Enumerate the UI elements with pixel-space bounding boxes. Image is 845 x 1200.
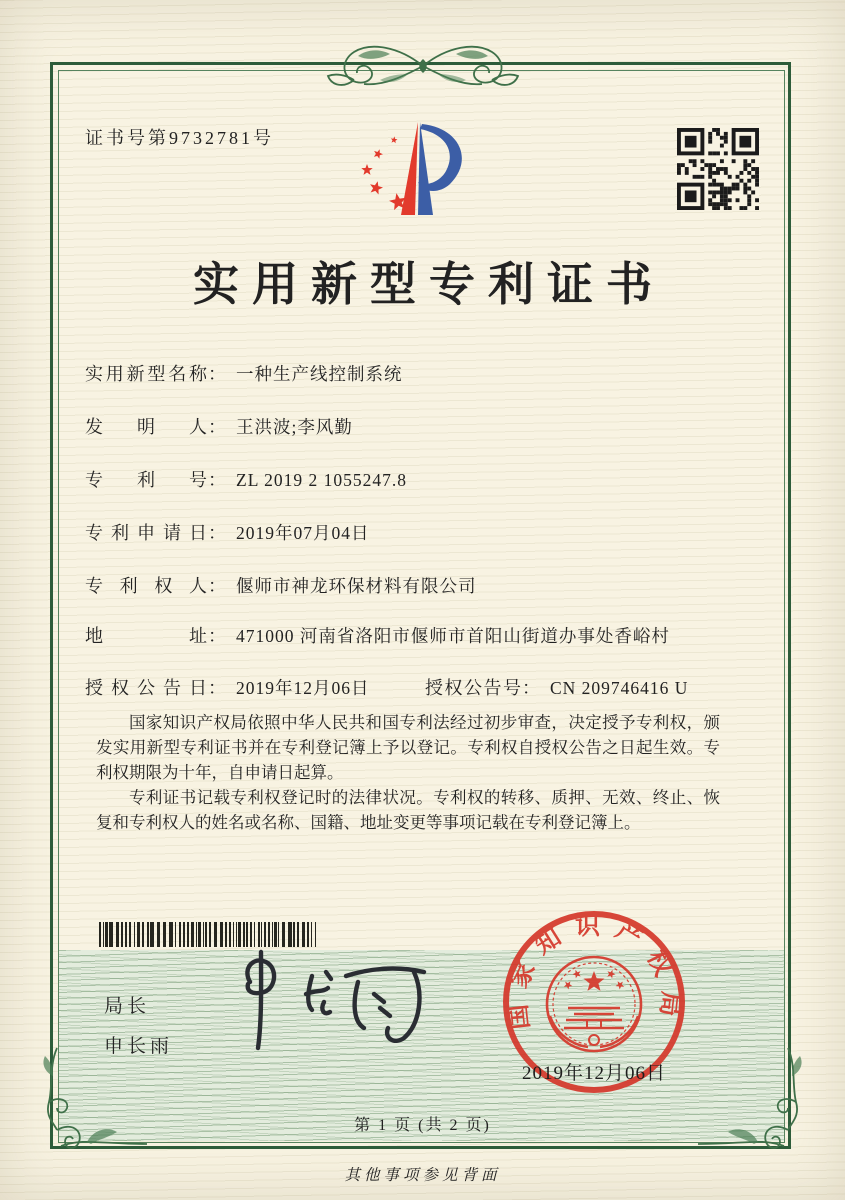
logo-cone-right [418,122,433,215]
top-flourish-ornament [258,40,588,92]
colon: ： [208,417,226,437]
barcode-bar [209,922,211,947]
field-value: 一种生产线控制系统 [236,364,403,384]
field-label: 地址 [85,626,207,646]
field-value: 2019年07月04日 [236,523,370,543]
barcode-bar [116,922,119,947]
colon: ： [208,364,226,384]
barcode-bar [109,922,113,947]
field-label: 专利申请日 [85,523,207,543]
barcode-bar [179,922,181,947]
page-number: 第 1 页 (共 2 页) [354,1117,491,1134]
barcode-bar [183,922,185,947]
bottom-right-flourish-ornament [695,1046,810,1166]
barcode-bar [205,922,207,947]
barcode-bar [121,922,123,947]
field-row-grant [85,674,765,700]
field-value: 王洪波;李风勤 [236,417,353,437]
barcode-bar [175,922,176,947]
barcode-bar [169,922,173,947]
barcode-bar [125,922,127,947]
colon: ： [208,470,226,490]
barcode-bar [191,922,194,947]
barcode-bar [187,922,189,947]
seal-date: 2019年12月06日 [521,1063,666,1084]
field-value: CN 209746416 U [550,678,689,698]
field-label: 授权公告日 [85,678,207,698]
certificate-number: 证书号第9732781号 [85,128,274,148]
signer-block [104,987,173,1067]
cnipa-logo-icon [352,118,476,222]
barcode-bar [198,922,201,947]
field-row-address [85,622,765,648]
barcode-bar [214,922,217,947]
back-side-note: 其他事项参见背面 [344,1167,501,1184]
field-row-patent-number [85,466,765,492]
barcode-bar [203,922,204,947]
legal-text-block [96,710,720,835]
field-label: 发明人 [85,417,207,437]
seal-ring-text: 国家知识产权局 [503,913,685,1031]
field-label: 专利权人 [85,576,207,596]
field-value: 偃师市神龙环保材料有限公司 [236,576,477,596]
logo-cone-left [401,122,418,215]
colon: ： [208,626,226,646]
barcode-bar [163,922,166,947]
field-label: 授权公告号 [425,678,521,698]
field-row-utility-model-name [85,360,765,386]
colon: ： [208,576,226,596]
barcode-bar [103,922,104,947]
barcode-bar [225,922,227,947]
grant-number-group [425,674,688,700]
barcode-bar [157,922,160,947]
barcode-bar [99,922,101,947]
flourish-center-leaf [419,59,427,73]
qr-code-icon [677,128,759,210]
commissioner-title: 局长 [104,996,151,1017]
field-value: 2019年12月06日 [236,678,370,698]
barcode-bar [129,922,131,947]
field-row-patentee [85,572,765,598]
field-label: 专利号 [85,470,207,490]
legal-paragraph-1: 国家知识产权局依照中华人民共和国专利法经过初步审查，决定授予专利权，颁发实用新型专利证书并在专利登记簿上予以登记。专利权自授权公告之日起生效。专利权期限为十年，自申请日起算。 [96,713,720,782]
commissioner-name: 申长雨 [104,1036,174,1057]
certificate-title: 实用新型专利证书 [193,259,665,310]
colon: ： [208,678,226,698]
field-value: 471000 河南省洛阳市偃师市首阳山街道办事处香峪村 [236,626,670,646]
barcode-bar [137,922,140,947]
colon: ： [208,523,226,543]
field-row-filing-date [85,519,765,545]
logo-stars [361,136,406,210]
barcode-bar [147,922,149,947]
barcode-bar [196,922,197,947]
barcode-bar [134,922,135,947]
colon: ： [522,678,540,698]
field-row-inventor [85,413,765,439]
barcode-bar [220,922,223,947]
barcode-bar [105,922,108,947]
seal-emblem-stars [564,970,624,991]
legal-paragraph-2: 专利证书记载专利权登记时的法律状况。专利权的转移、质押、无效、终止、恢复和专利权人的姓名或名称、国籍、地址变更等事项记载在专利登记簿上。 [96,788,720,832]
field-value: ZL 2019 2 1055247.8 [236,470,407,490]
field-label: 实用新型名称 [85,364,207,384]
signature-icon [228,942,438,1057]
barcode-bar [150,922,154,947]
barcode-bar [142,922,144,947]
